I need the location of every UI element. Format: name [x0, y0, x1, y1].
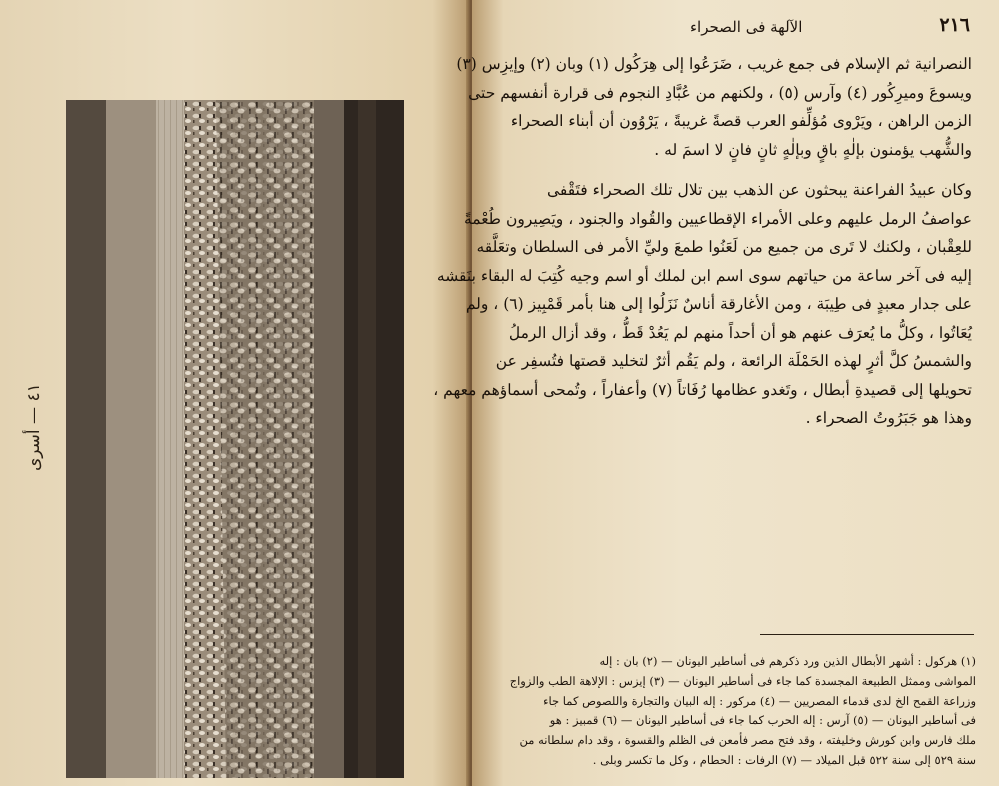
desert-march-photograph — [66, 100, 404, 778]
text-line: ويسوعَ وميرِكُور (٤) وآرس (٥) ، ولكنهم من عُبَّادِ النجوم فى قرارة أنفسهم حتى — [468, 83, 972, 102]
text-line: إليه فى آخر ساعة من حياتهم سوى اسم ابن لملك أو اسم وجيه كُتِبَ له البقاء بنَقشه — [436, 266, 972, 285]
page-number: ٢١٦ — [939, 14, 970, 36]
text-line: على جدار معبدٍ فى طِيبَة ، ومن الأغارقة أناسٌ نَزَلُوا إلى هنا بأمر قَمْبِيز (٦) ، ولم — [465, 295, 972, 313]
footnote-line: وزراعة القمح الخ لدى قدماء المصريين — (٤) مركور : إله البيان والتجارة واللصوص كما جاء — [543, 693, 976, 708]
text-line: الزمن الراهن ، ويَرْوى مُؤلِّفو العرب قصةً غريبةً ، يَرْوُون أن أبناء الصحراء — [510, 112, 972, 130]
photo-caption: ٤١ — أسرى — [24, 383, 44, 471]
footnote-line: المواشى وممثل الطبيعة المجسدة كما جاء فى أساطير اليونان — (٣) إيزس : الإلاهة الطب والزواج — [509, 673, 976, 688]
left-page — [0, 0, 470, 786]
text-line: للعِقْبان ، ولكنك لا تَرى من جميع من لَعَنُوا طمعَ وليِّ الأمر فى السلطان وتعَلَّقه — [476, 238, 972, 256]
text-line: تحويلها إلى قصيدةِ أبطال ، وتَغدو عظامها رُفَاتاً (٧) وأعفاراً ، وتُمحى أسماؤهم معهم ، — [433, 380, 972, 399]
footnotes — [494, 652, 976, 771]
photograph-image — [66, 100, 404, 778]
footnote-line: سنة ٥٢٩ إلى سنة ٥٢٢ قبل الميلاد — (٧) الرفات : الحطام ، وكل ما تكسر وبلى . — [592, 752, 976, 767]
text-line: وكان عبيدُ الفراعنة يبحثون عن الذهب بين تلال تلك الصحراء فتَقْفى — [546, 181, 972, 199]
text-line: النصرانية ثم الإسلام فى جمع غريب ، ضَرَعُوا إلى هِرَكُول (١) وبان (٢) وإيزِس (٣) — [456, 55, 972, 73]
text-line: يُعَاتُوا ، وكلُّ ما يُعرَف عنهم هو أن أحداً منهم لم يَعُدْ قَطُّ ، وقد أزال الرملُ — [508, 323, 972, 342]
page-header — [500, 14, 970, 42]
text-line: عواصفُ الرمل عليهم وعلى الأمراء الإقطاعيين والقُواد والجنود ، ويَصِيرون طُعْمةً — [463, 209, 972, 228]
text-line: وهذا هو جَبَرُوتُ الصحراء . — [805, 409, 972, 427]
footnote-line: (١) هركول : أشهر الأبطال الذين ورد ذكرهم فى أساطير اليونان — (٢) بان : إله — [599, 654, 976, 668]
footnote-line: ملك فارس وابن كورش وخليفته ، وقد فتح مصر فأمعن فى الظلم والقسوة ، وقد دام سلطانه من — [519, 733, 976, 748]
body-text — [433, 50, 972, 433]
running-title: الآلهة فى الصحراء — [690, 18, 803, 36]
footnote-divider — [760, 634, 974, 635]
text-line: والشمسُ كلَّ أثرٍ لهذه الحَمْلَة الرائعة ، ولم يَقُم أثرٌ لتخليد قصتها فتُسفِر عن — [495, 352, 972, 370]
footnote-line: فى أساطير اليونان — (٥) آرس : إله الحرب كما جاء فى أساطير اليونان — (٦) قمبيز : هو — [549, 713, 976, 728]
text-line: والشُّهب يؤمنون بإلٰهٍ باقٍ وبإلٰهٍ ثانٍ فانٍ لا اسمَ له . — [654, 140, 972, 159]
